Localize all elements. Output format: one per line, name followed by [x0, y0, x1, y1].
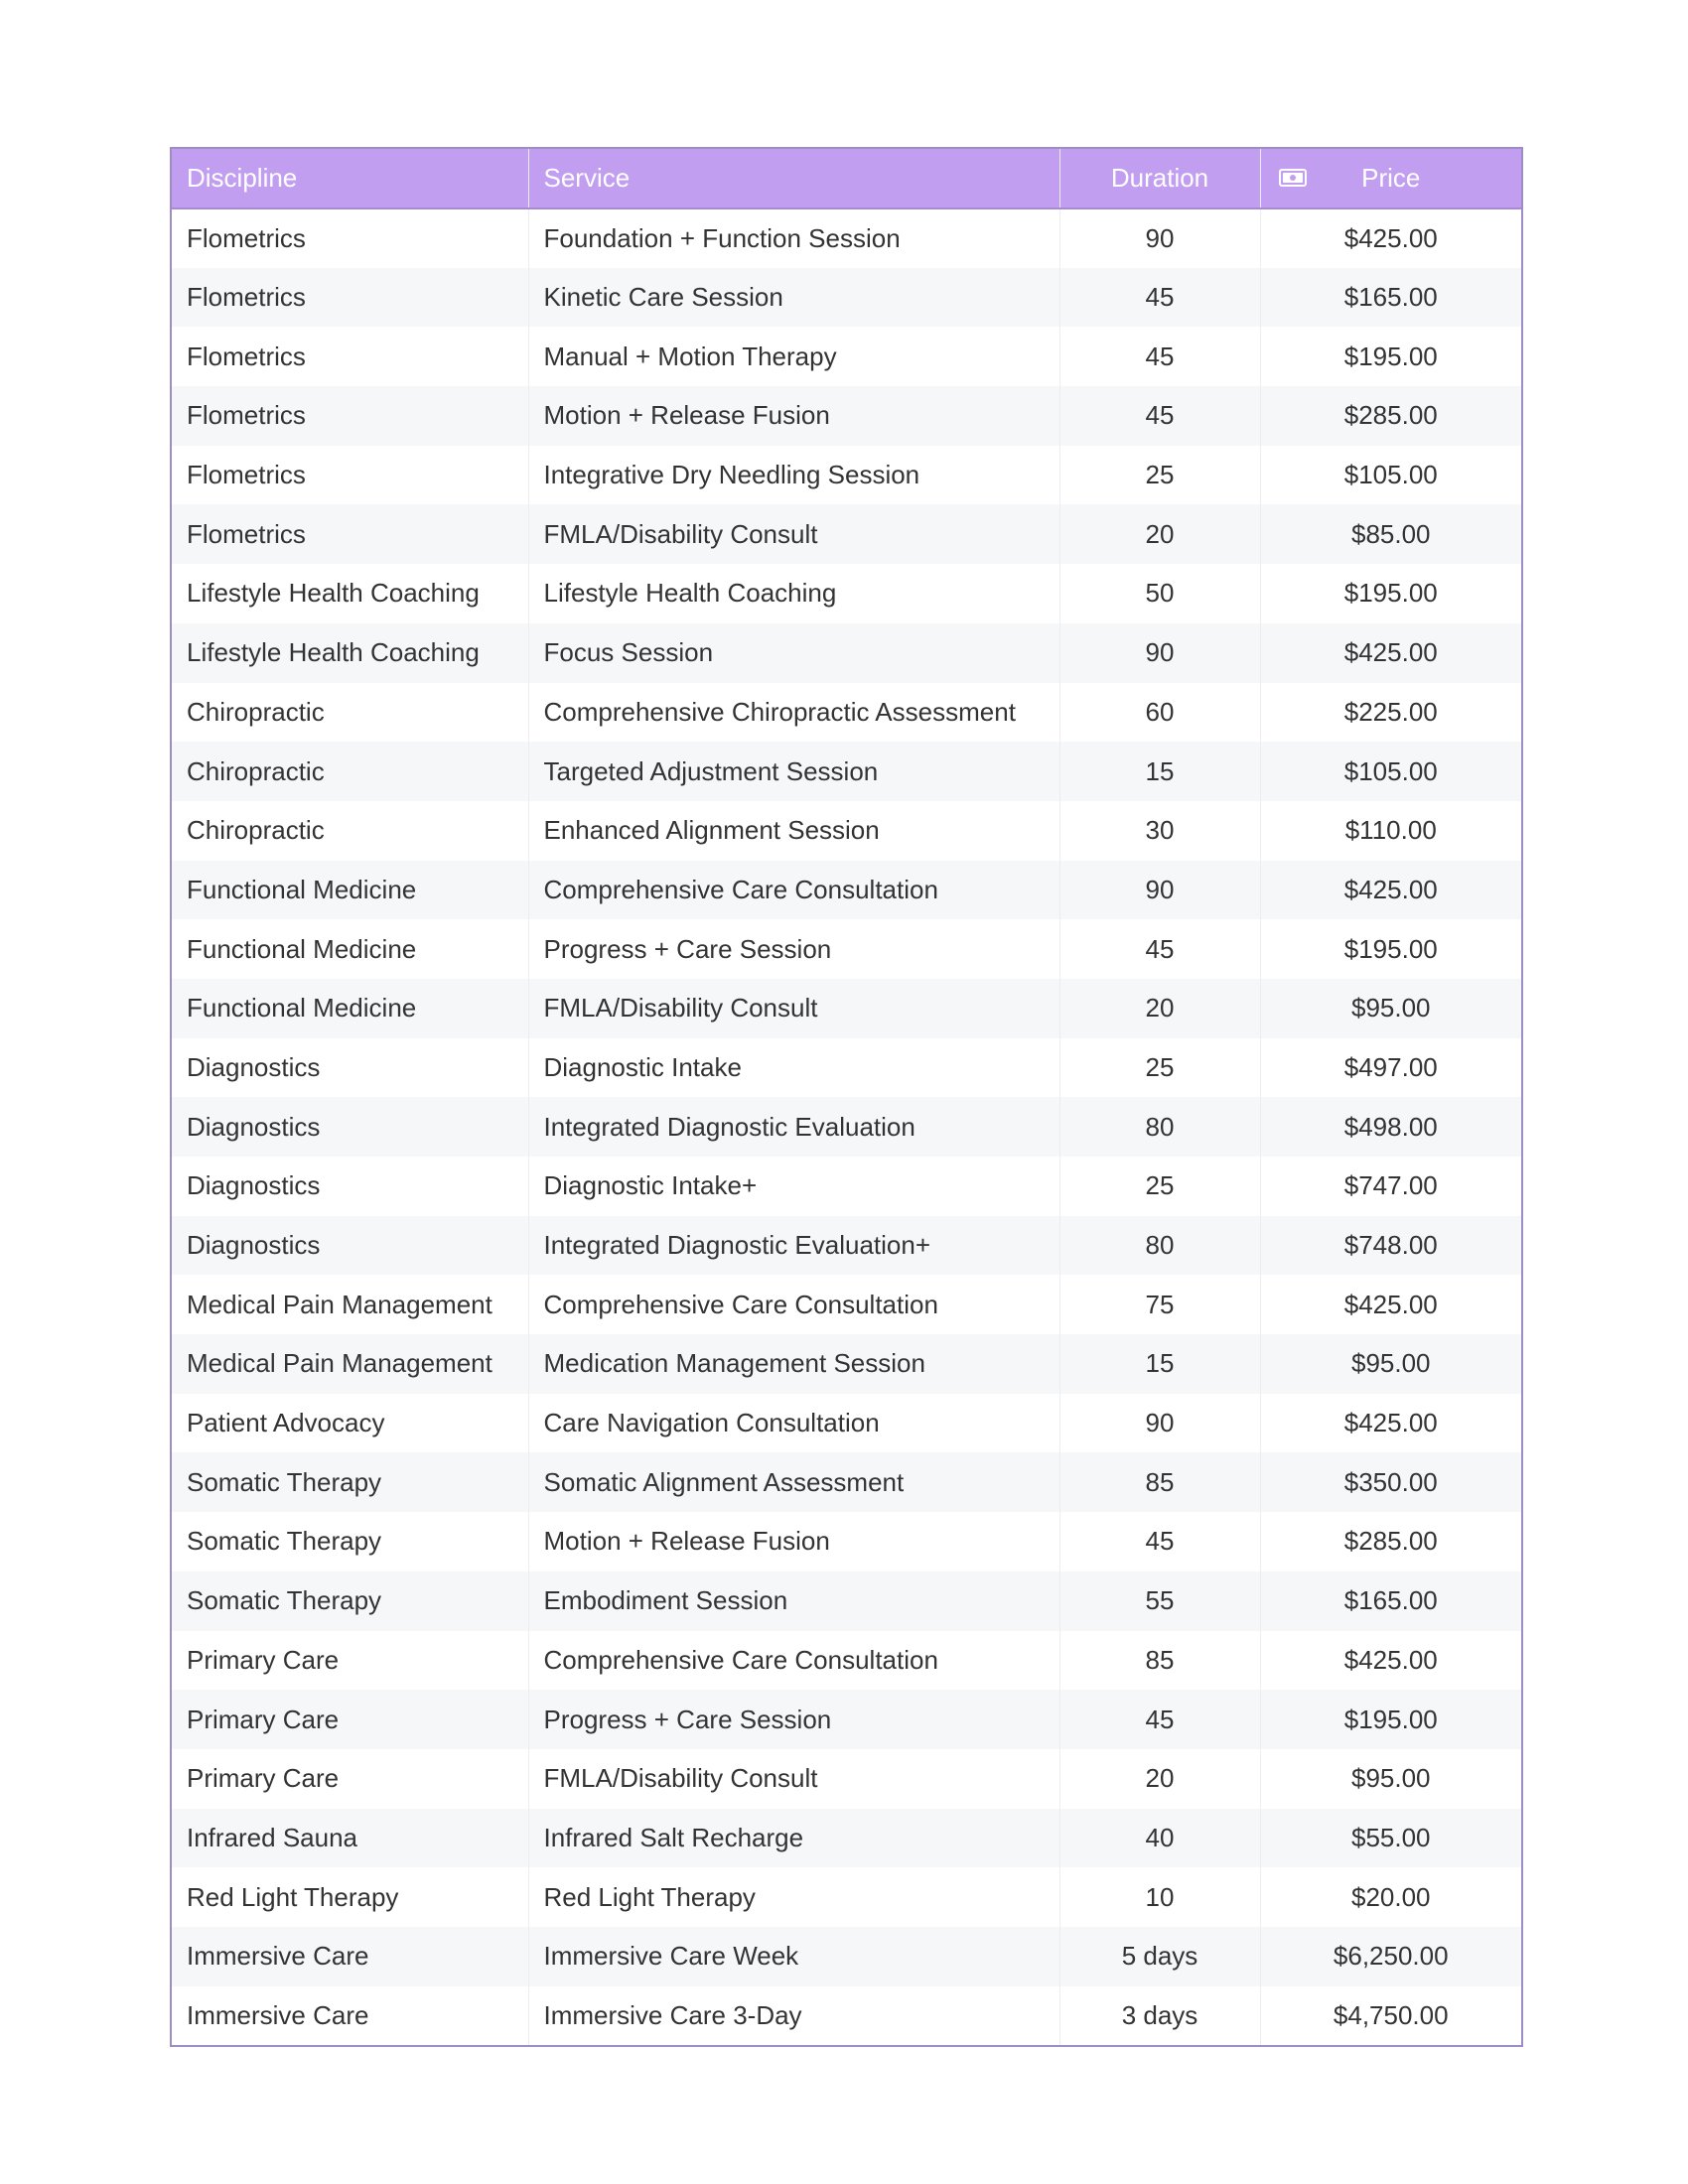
- discipline-cell: Flometrics: [187, 460, 306, 490]
- price-cell: $747.00: [1260, 1157, 1521, 1216]
- table-row: [172, 1512, 1521, 1571]
- duration-cell: 5 days: [1059, 1927, 1260, 1986]
- price-cell: $425.00: [1260, 1631, 1521, 1691]
- duration-cell: 90: [1059, 208, 1260, 268]
- duration-cell: 25: [1059, 446, 1260, 505]
- service-cell: Kinetic Care Session: [528, 268, 1059, 328]
- discipline-cell: Medical Pain Management: [187, 1348, 492, 1379]
- service-cell: Motion + Release Fusion: [528, 386, 1059, 446]
- header-price[interactable]: [1260, 149, 1521, 208]
- duration-cell: 20: [1059, 504, 1260, 564]
- discipline-cell: Chiropractic: [187, 815, 325, 846]
- discipline-cell: Immersive Care: [187, 1941, 369, 1972]
- table-row: [172, 504, 1521, 564]
- service-cell: Comprehensive Care Consultation: [528, 1631, 1059, 1691]
- duration-cell: 15: [1059, 1334, 1260, 1394]
- table-row: [172, 683, 1521, 743]
- table-row: [172, 1986, 1521, 2046]
- table-row: [172, 446, 1521, 505]
- price-cell: $165.00: [1260, 1571, 1521, 1631]
- price-cell: $497.00: [1260, 1038, 1521, 1098]
- table-row: [172, 1157, 1521, 1216]
- discipline-cell: Somatic Therapy: [187, 1585, 382, 1616]
- table-row: [172, 564, 1521, 623]
- service-cell: Somatic Alignment Assessment: [528, 1452, 1059, 1512]
- header-discipline[interactable]: Discipline: [172, 149, 528, 208]
- price-cell: $350.00: [1260, 1452, 1521, 1512]
- price-cell: $95.00: [1260, 1334, 1521, 1394]
- service-cell: Targeted Adjustment Session: [528, 742, 1059, 801]
- duration-cell: 30: [1059, 801, 1260, 861]
- service-cell: Infrared Salt Recharge: [528, 1809, 1059, 1868]
- duration-cell: 50: [1059, 564, 1260, 623]
- price-cell: $20.00: [1260, 1867, 1521, 1927]
- service-cell: Motion + Release Fusion: [528, 1512, 1059, 1571]
- services-price-table: [172, 149, 1521, 2045]
- table-row: [172, 801, 1521, 861]
- service-cell: Integrated Diagnostic Evaluation: [528, 1097, 1059, 1157]
- service-cell: Medication Management Session: [528, 1334, 1059, 1394]
- price-cell: $4,750.00: [1260, 1986, 1521, 2046]
- table-row: [172, 1631, 1521, 1691]
- discipline-cell: Diagnostics: [187, 1111, 321, 1142]
- duration-cell: 90: [1059, 861, 1260, 920]
- table-row: [172, 208, 1521, 268]
- table-row: [172, 1038, 1521, 1098]
- price-cell: $95.00: [1260, 979, 1521, 1038]
- table-row: [172, 1867, 1521, 1927]
- service-cell: FMLA/Disability Consult: [528, 1749, 1059, 1809]
- discipline-cell: Primary Care: [187, 1644, 340, 1675]
- duration-cell: 90: [1059, 1394, 1260, 1453]
- price-cell: $285.00: [1260, 1512, 1521, 1571]
- service-cell: Immersive Care 3-Day: [528, 1986, 1059, 2046]
- table-row: [172, 1809, 1521, 1868]
- duration-cell: 80: [1059, 1097, 1260, 1157]
- table-row: [172, 623, 1521, 683]
- table-row: [172, 1571, 1521, 1631]
- table-row: [172, 861, 1521, 920]
- header-duration[interactable]: Duration: [1059, 149, 1260, 208]
- table-row: [172, 1097, 1521, 1157]
- table-row: [172, 1749, 1521, 1809]
- price-cell: $85.00: [1260, 504, 1521, 564]
- service-cell: Diagnostic Intake: [528, 1038, 1059, 1098]
- price-cell: $425.00: [1260, 1275, 1521, 1334]
- service-cell: Immersive Care Week: [528, 1927, 1059, 1986]
- table-body: [172, 208, 1521, 2045]
- price-cell: $285.00: [1260, 386, 1521, 446]
- discipline-cell: Diagnostics: [187, 1051, 321, 1082]
- table-row: [172, 268, 1521, 328]
- header-service[interactable]: Service: [528, 149, 1059, 208]
- service-cell: Lifestyle Health Coaching: [528, 564, 1059, 623]
- service-cell: Red Light Therapy: [528, 1867, 1059, 1927]
- price-cell: $165.00: [1260, 268, 1521, 328]
- duration-cell: 40: [1059, 1809, 1260, 1868]
- duration-cell: 45: [1059, 386, 1260, 446]
- table-header: [172, 149, 1521, 208]
- service-cell: Progress + Care Session: [528, 919, 1059, 979]
- discipline-cell: Somatic Therapy: [187, 1526, 382, 1557]
- price-cell: $105.00: [1260, 742, 1521, 801]
- service-cell: Embodiment Session: [528, 1571, 1059, 1631]
- price-cell: $225.00: [1260, 683, 1521, 743]
- discipline-cell: Flometrics: [187, 341, 306, 371]
- duration-cell: 3 days: [1059, 1986, 1260, 2046]
- discipline-cell: Primary Care: [187, 1704, 340, 1734]
- duration-cell: 25: [1059, 1038, 1260, 1098]
- discipline-cell: Somatic Therapy: [187, 1466, 382, 1497]
- duration-cell: 45: [1059, 1512, 1260, 1571]
- duration-cell: 45: [1059, 919, 1260, 979]
- service-cell: Diagnostic Intake+: [528, 1157, 1059, 1216]
- table-row: [172, 1452, 1521, 1512]
- service-cell: Comprehensive Care Consultation: [528, 1275, 1059, 1334]
- discipline-cell: Functional Medicine: [187, 933, 417, 964]
- price-cell: $195.00: [1260, 1690, 1521, 1749]
- duration-cell: 20: [1059, 979, 1260, 1038]
- service-cell: Progress + Care Session: [528, 1690, 1059, 1749]
- service-cell: Care Navigation Consultation: [528, 1394, 1059, 1453]
- table-row: [172, 919, 1521, 979]
- price-cell: $195.00: [1260, 564, 1521, 623]
- price-cell: $105.00: [1260, 446, 1521, 505]
- discipline-cell: Red Light Therapy: [187, 1881, 399, 1912]
- service-cell: Enhanced Alignment Session: [528, 801, 1059, 861]
- price-cell: $425.00: [1260, 861, 1521, 920]
- table-row: [172, 1394, 1521, 1453]
- duration-cell: 75: [1059, 1275, 1260, 1334]
- table-row: [172, 1927, 1521, 1986]
- services-price-table-container: [170, 147, 1523, 2047]
- service-cell: Comprehensive Chiropractic Assessment: [528, 683, 1059, 743]
- header-price-label: Price: [1361, 163, 1421, 193]
- duration-cell: 90: [1059, 623, 1260, 683]
- price-cell: $55.00: [1260, 1809, 1521, 1868]
- duration-cell: 60: [1059, 683, 1260, 743]
- service-cell: Comprehensive Care Consultation: [528, 861, 1059, 920]
- table-row: [172, 327, 1521, 386]
- table-row: [172, 1216, 1521, 1276]
- table-row: [172, 1334, 1521, 1394]
- discipline-cell: Flometrics: [187, 282, 306, 313]
- money-icon: [1279, 169, 1307, 187]
- discipline-cell: Medical Pain Management: [187, 1289, 492, 1319]
- discipline-cell: Lifestyle Health Coaching: [187, 637, 480, 668]
- duration-cell: 85: [1059, 1452, 1260, 1512]
- price-cell: $195.00: [1260, 327, 1521, 386]
- table-row: [172, 742, 1521, 801]
- table-row: [172, 386, 1521, 446]
- duration-cell: 55: [1059, 1571, 1260, 1631]
- discipline-cell: Flometrics: [187, 222, 306, 253]
- header-row: [172, 149, 1521, 208]
- discipline-cell: Chiropractic: [187, 696, 325, 727]
- discipline-cell: Diagnostics: [187, 1230, 321, 1261]
- service-cell: Foundation + Function Session: [528, 208, 1059, 268]
- duration-cell: 85: [1059, 1631, 1260, 1691]
- table-row: [172, 1275, 1521, 1334]
- table-row: [172, 1690, 1521, 1749]
- discipline-cell: Diagnostics: [187, 1170, 321, 1201]
- discipline-cell: Flometrics: [187, 400, 306, 431]
- price-cell: $425.00: [1260, 1394, 1521, 1453]
- price-cell: $6,250.00: [1260, 1927, 1521, 1986]
- duration-cell: 25: [1059, 1157, 1260, 1216]
- discipline-cell: Chiropractic: [187, 755, 325, 786]
- discipline-cell: Infrared Sauna: [187, 1822, 358, 1852]
- discipline-cell: Lifestyle Health Coaching: [187, 578, 480, 609]
- price-cell: $498.00: [1260, 1097, 1521, 1157]
- service-cell: Integrated Diagnostic Evaluation+: [528, 1216, 1059, 1276]
- price-cell: $95.00: [1260, 1749, 1521, 1809]
- duration-cell: 20: [1059, 1749, 1260, 1809]
- discipline-cell: Functional Medicine: [187, 874, 417, 904]
- discipline-cell: Flometrics: [187, 518, 306, 549]
- price-cell: $195.00: [1260, 919, 1521, 979]
- service-cell: FMLA/Disability Consult: [528, 979, 1059, 1038]
- price-cell: $425.00: [1260, 623, 1521, 683]
- service-cell: Manual + Motion Therapy: [528, 327, 1059, 386]
- duration-cell: 45: [1059, 327, 1260, 386]
- discipline-cell: Functional Medicine: [187, 993, 417, 1024]
- duration-cell: 45: [1059, 268, 1260, 328]
- service-cell: Focus Session: [528, 623, 1059, 683]
- duration-cell: 15: [1059, 742, 1260, 801]
- discipline-cell: Primary Care: [187, 1763, 340, 1794]
- table-row: [172, 979, 1521, 1038]
- price-cell: $110.00: [1260, 801, 1521, 861]
- discipline-cell: Patient Advocacy: [187, 1408, 385, 1438]
- discipline-cell: Immersive Care: [187, 1999, 369, 2030]
- price-cell: $425.00: [1260, 208, 1521, 268]
- service-cell: Integrative Dry Needling Session: [528, 446, 1059, 505]
- price-cell: $748.00: [1260, 1216, 1521, 1276]
- duration-cell: 80: [1059, 1216, 1260, 1276]
- service-cell: FMLA/Disability Consult: [528, 504, 1059, 564]
- duration-cell: 45: [1059, 1690, 1260, 1749]
- duration-cell: 10: [1059, 1867, 1260, 1927]
